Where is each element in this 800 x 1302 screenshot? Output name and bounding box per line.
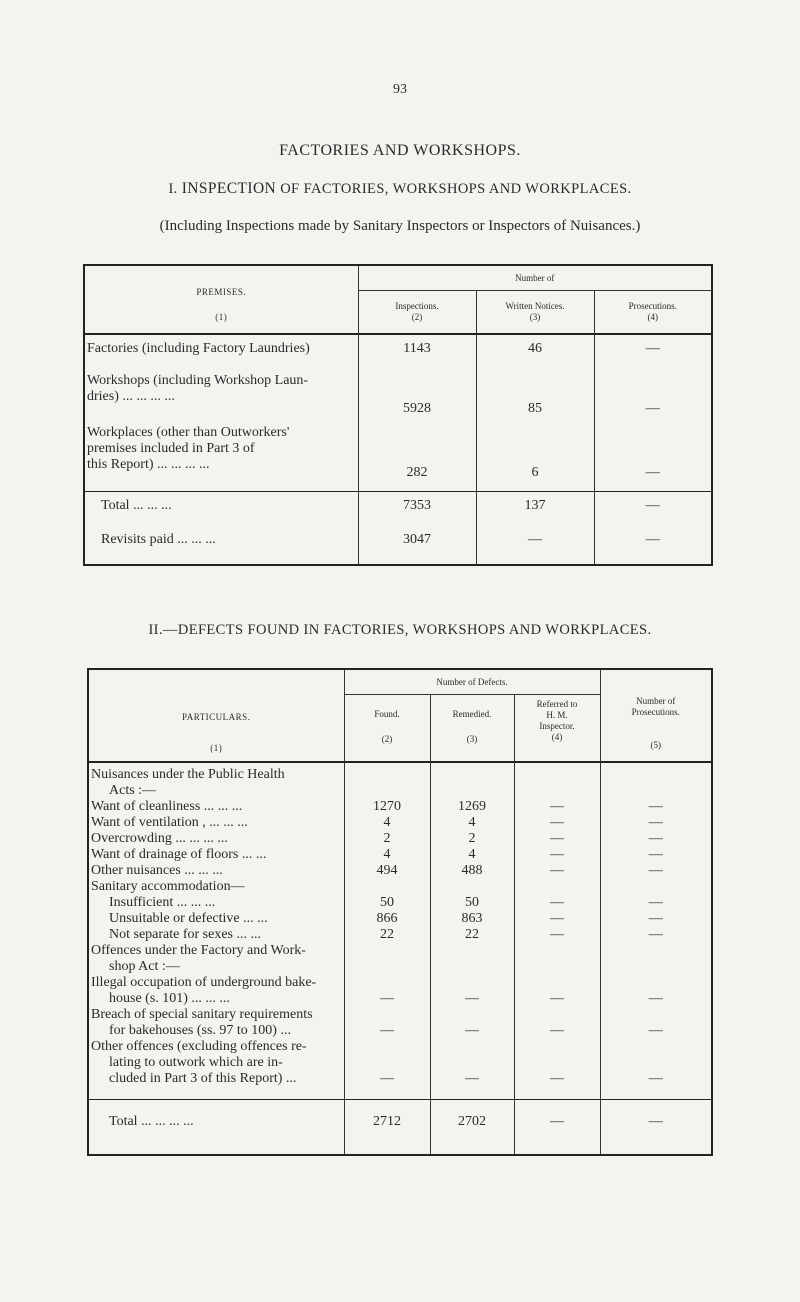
row-label: Other offences (excluding offences re- — [88, 1039, 344, 1055]
row-label: Offences under the Factory and Work- — [88, 943, 344, 959]
table-row — [88, 815, 712, 831]
table-row — [88, 1055, 712, 1071]
referred-value: — — [514, 799, 600, 815]
total-label: Total ... ... ... ... — [88, 1100, 344, 1156]
section1-heading — [0, 180, 800, 198]
prosecutions-value — [600, 783, 712, 799]
remedied-value: — — [430, 1071, 514, 1100]
row-label: Factories (including Factory Laundries) — [84, 334, 358, 371]
premises-col-number: (1) — [215, 311, 228, 322]
prosecutions2-label: Prosecutions. — [631, 707, 680, 717]
remedied-value — [430, 783, 514, 799]
prosecutions-value: — — [600, 991, 712, 1007]
section1-subtitle: (Including Inspections made by Sanitary Inspectors or Inspectors of Nuisances.) — [159, 218, 641, 234]
row-label: house (s. 101) ... ... ... — [88, 991, 344, 1007]
table-row — [88, 847, 712, 863]
row-label — [84, 425, 358, 492]
inspections-label: Inspections. — [395, 301, 439, 311]
table-row — [88, 895, 712, 911]
notices-value: 6 — [476, 425, 594, 492]
defects-table-body — [88, 762, 712, 1155]
remedied-label: Remedied. — [452, 709, 492, 719]
table-row — [88, 799, 712, 815]
found-value — [344, 762, 430, 783]
particulars-header — [88, 669, 344, 762]
revisits-label: Revisits paid ... ... ... — [84, 528, 358, 565]
referred-value: — — [514, 863, 600, 879]
table-row — [88, 762, 712, 783]
inspections-value: 282 — [358, 425, 476, 492]
referred-value — [514, 959, 600, 975]
row-label: shop Act :— — [88, 959, 344, 975]
section1-word-4: WORKSHOPS — [392, 181, 486, 197]
prosecutions-value — [600, 1055, 712, 1071]
referred-value: — — [514, 1023, 600, 1039]
prosecutions-value: — — [600, 831, 712, 847]
remedied-value — [430, 879, 514, 895]
found-value — [344, 783, 430, 799]
defects-table — [87, 668, 713, 1156]
row-label: Overcrowding ... ... ... ... — [88, 831, 344, 847]
revisits-inspections: 3047 — [358, 528, 476, 565]
particulars-col-number: (1) — [210, 743, 223, 753]
table-row — [88, 863, 712, 879]
referred-value — [514, 975, 600, 991]
revisits-notices: — — [476, 528, 594, 565]
prosecutions-value: — — [600, 863, 712, 879]
referred-value — [514, 1055, 600, 1071]
table-row — [88, 975, 712, 991]
total-found: 2712 — [344, 1100, 430, 1156]
found-value: — — [344, 1023, 430, 1039]
row-label: Not separate for sexes ... ... — [88, 927, 344, 943]
referred-value — [514, 879, 600, 895]
table-row — [88, 1039, 712, 1055]
row-label: Sanitary accommodation— — [88, 879, 344, 895]
table-row — [84, 425, 712, 492]
number-of-header: Number of — [358, 265, 712, 291]
table-row — [88, 831, 712, 847]
referred-value — [514, 783, 600, 799]
found-value — [344, 1039, 430, 1055]
prosecutions2-col-number: (5) — [650, 740, 661, 750]
found-value — [344, 959, 430, 975]
found-value: 4 — [344, 847, 430, 863]
remedied-value: 50 — [430, 895, 514, 911]
row-label: cluded in Part 3 of this Report) ... — [88, 1071, 344, 1100]
table-row — [88, 783, 712, 799]
found-value — [344, 1055, 430, 1071]
table-row — [88, 1071, 712, 1100]
referred-value — [514, 943, 600, 959]
inspections-value: 1143 — [358, 334, 476, 371]
table-row — [88, 959, 712, 975]
number-of-defects-header: Number of Defects. — [344, 669, 600, 695]
found-value — [344, 943, 430, 959]
page-number: 93 — [393, 82, 407, 97]
prosecutions2-header — [600, 669, 712, 762]
row-label: Breach of special sanitary requirements — [88, 1007, 344, 1023]
prosecutions-value — [600, 975, 712, 991]
total-notices: 137 — [476, 492, 594, 529]
row-label-line: dries) ... ... ... ... — [87, 389, 175, 404]
row-label: Nuisances under the Public Health — [88, 762, 344, 783]
prosecutions-value — [600, 879, 712, 895]
section1-word-2: OF — [280, 181, 300, 197]
remedied-header — [430, 695, 514, 763]
table-row — [84, 334, 712, 371]
total-inspections: 7353 — [358, 492, 476, 529]
table-row — [88, 943, 712, 959]
referred-value: — — [514, 991, 600, 1007]
prosecutions-col-number: (4) — [647, 312, 658, 322]
row-label-line: premises included in Part 3 of — [87, 441, 255, 456]
total-row — [84, 492, 712, 529]
row-label: Illegal occupation of underground bake- — [88, 975, 344, 991]
row-label: Want of drainage of floors ... ... — [88, 847, 344, 863]
inspections-value: 5928 — [358, 371, 476, 425]
revisits-row — [84, 528, 712, 565]
notices-header — [476, 291, 594, 335]
prosecutions-value: — — [600, 847, 712, 863]
found-col-number: (2) — [381, 734, 393, 744]
remedied-value — [430, 1039, 514, 1055]
referred-value: — — [514, 831, 600, 847]
remedied-value — [430, 975, 514, 991]
section2-heading: II.—DEFECTS FOUND IN FACTORIES, WORKSHOPS AND WORKPLACES. — [148, 622, 652, 638]
section1-word-3: FACTORIES, — [303, 181, 389, 197]
premises-header — [84, 265, 358, 334]
page-title: FACTORIES AND WORKSHOPS. — [279, 142, 521, 159]
remedied-value: 22 — [430, 927, 514, 943]
prosecutions-value — [600, 1039, 712, 1055]
found-value: 4 — [344, 815, 430, 831]
found-value — [344, 879, 430, 895]
row-label — [84, 371, 358, 425]
remedied-col-number: (3) — [466, 734, 478, 744]
prosecutions-value: — — [600, 1071, 712, 1100]
referred-header — [514, 695, 600, 763]
prosecutions-value: — — [600, 895, 712, 911]
found-value: 1270 — [344, 799, 430, 815]
notices-value: 46 — [476, 334, 594, 371]
remedied-value — [430, 943, 514, 959]
table-row — [84, 371, 712, 425]
table-row — [88, 879, 712, 895]
referred-label-line: Inspector. — [539, 721, 575, 731]
referred-value — [514, 1039, 600, 1055]
prosecutions-value: — — [600, 927, 712, 943]
prosecutions-value — [600, 959, 712, 975]
found-value — [344, 1007, 430, 1023]
prosecutions-value: — — [594, 425, 712, 492]
prosecutions-value: — — [594, 371, 712, 425]
row-label: Acts :— — [88, 783, 344, 799]
row-label-line: Workshops (including Workshop Laun- — [87, 373, 309, 388]
found-value: 22 — [344, 927, 430, 943]
prosecutions-value — [600, 943, 712, 959]
prosecutions-value: — — [594, 334, 712, 371]
inspection-table — [83, 264, 713, 566]
remedied-value: 863 — [430, 911, 514, 927]
revisits-prosecutions: — — [594, 528, 712, 565]
notices-col-number: (3) — [529, 312, 541, 322]
referred-value: — — [514, 815, 600, 831]
table-row — [88, 927, 712, 943]
row-label: lating to outwork which are in- — [88, 1055, 344, 1071]
prosecutions-label: Prosecutions. — [628, 301, 677, 311]
section1-word-1: INSPECTION — [181, 180, 277, 197]
row-label: for bakehouses (ss. 97 to 100) ... — [88, 1023, 344, 1039]
remedied-value — [430, 762, 514, 783]
total-row — [88, 1100, 712, 1156]
found-value: — — [344, 991, 430, 1007]
section1-roman: I. — [168, 181, 178, 197]
particulars-label: PARTICULARS. — [182, 712, 251, 722]
total-label: Total ... ... ... — [84, 492, 358, 529]
remedied-value — [430, 1055, 514, 1071]
total-referred: — — [514, 1100, 600, 1156]
found-value: 866 — [344, 911, 430, 927]
referred-value: — — [514, 1071, 600, 1100]
remedied-value — [430, 1007, 514, 1023]
row-label: Want of cleanliness ... ... ... — [88, 799, 344, 815]
total-prosecutions: — — [600, 1100, 712, 1156]
found-value: 50 — [344, 895, 430, 911]
notices-value: 85 — [476, 371, 594, 425]
remedied-value: 1269 — [430, 799, 514, 815]
found-header — [344, 695, 430, 763]
total-prosecutions: — — [594, 492, 712, 529]
remedied-value: 4 — [430, 847, 514, 863]
notices-label: Written Notices. — [505, 301, 565, 311]
section1-word-6: WORKPLACES. — [525, 181, 632, 197]
referred-value: — — [514, 911, 600, 927]
remedied-value: 488 — [430, 863, 514, 879]
found-value: 2 — [344, 831, 430, 847]
referred-value: — — [514, 895, 600, 911]
found-value — [344, 975, 430, 991]
found-label: Found. — [374, 709, 400, 719]
row-label: Other nuisances ... ... ... — [88, 863, 344, 879]
section1-word-5: AND — [488, 181, 522, 197]
remedied-value: — — [430, 991, 514, 1007]
row-label: Want of ventilation , ... ... ... — [88, 815, 344, 831]
found-value: — — [344, 1071, 430, 1100]
remedied-value: — — [430, 1023, 514, 1039]
table-row — [88, 1007, 712, 1023]
prosecutions-value — [600, 1007, 712, 1023]
referred-value — [514, 762, 600, 783]
inspections-col-number: (2) — [411, 312, 423, 322]
row-label-line: this Report) ... ... ... ... — [87, 457, 210, 472]
prosecutions-header — [594, 291, 712, 335]
referred-value: — — [514, 927, 600, 943]
referred-value — [514, 1007, 600, 1023]
referred-label-line: Referred to — [536, 699, 578, 709]
premises-label: PREMISES. — [196, 286, 247, 297]
prosecutions-value: — — [600, 1023, 712, 1039]
number-of-label: Number of — [636, 696, 676, 706]
referred-value: — — [514, 847, 600, 863]
table-row — [88, 1023, 712, 1039]
row-label: Unsuitable or defective ... ... — [88, 911, 344, 927]
prosecutions-value: — — [600, 911, 712, 927]
row-label: Insufficient ... ... ... — [88, 895, 344, 911]
referred-label-line: H. M. — [546, 710, 568, 720]
row-label-line: Workplaces (other than Outworkers' — [87, 425, 290, 440]
remedied-value: 4 — [430, 815, 514, 831]
prosecutions-value: — — [600, 799, 712, 815]
remedied-value — [430, 959, 514, 975]
inspections-header — [358, 291, 476, 335]
referred-col-number: (4) — [551, 732, 563, 742]
prosecutions-value — [600, 762, 712, 783]
total-remedied: 2702 — [430, 1100, 514, 1156]
found-value: 494 — [344, 863, 430, 879]
prosecutions-value: — — [600, 815, 712, 831]
table-row — [88, 911, 712, 927]
remedied-value: 2 — [430, 831, 514, 847]
table-row — [88, 991, 712, 1007]
